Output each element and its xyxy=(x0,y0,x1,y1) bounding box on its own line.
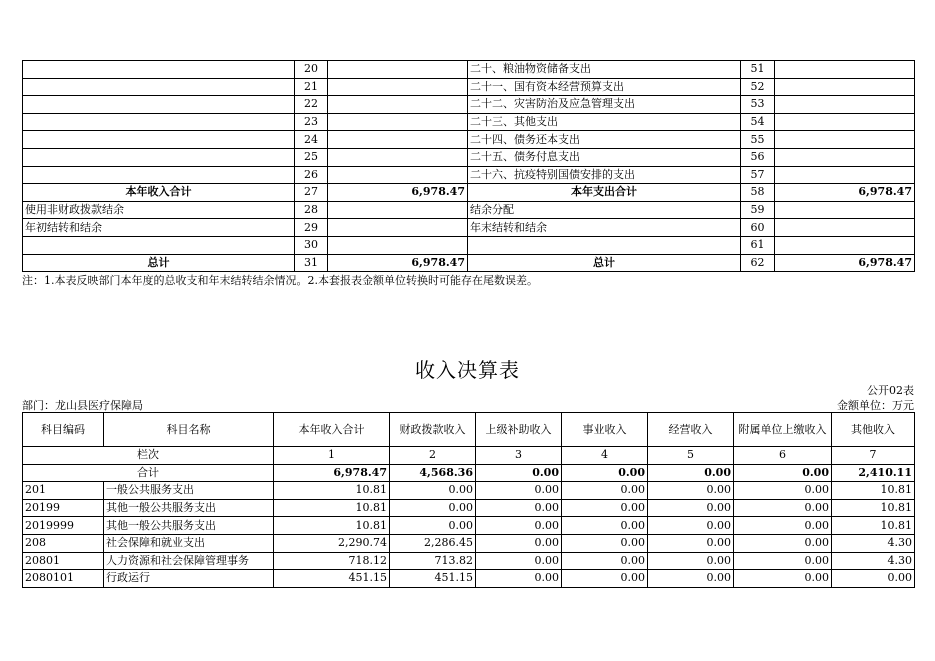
amount-cell: 10.81 xyxy=(274,517,390,535)
header-business-income: 事业收入 xyxy=(562,413,648,447)
left-amount: 6,978.47 xyxy=(328,184,468,202)
amount-cell: 451.15 xyxy=(274,570,390,588)
total-value: 0.00 xyxy=(476,464,562,482)
left-amount xyxy=(328,166,468,184)
right-row-number: 54 xyxy=(741,113,775,131)
amount-cell: 0.00 xyxy=(476,499,562,517)
left-amount xyxy=(328,96,468,114)
right-amount: 6,978.47 xyxy=(775,254,915,272)
left-item-label xyxy=(23,78,295,96)
amount-cell: 0.00 xyxy=(390,517,476,535)
subject-code: 2019999 xyxy=(23,517,104,535)
subject-code: 201 xyxy=(23,482,104,500)
amount-cell: 0.00 xyxy=(734,499,832,517)
summary-row xyxy=(23,131,915,149)
summary-row xyxy=(23,166,915,184)
right-row-number: 58 xyxy=(741,184,775,202)
left-amount xyxy=(328,61,468,79)
amount-cell: 0.00 xyxy=(734,570,832,588)
summary-table-body xyxy=(23,61,915,272)
amount-cell: 0.00 xyxy=(562,552,648,570)
amount-cell: 10.81 xyxy=(832,482,915,500)
income-row xyxy=(23,570,915,588)
income-table-body xyxy=(23,447,915,588)
left-row-number: 22 xyxy=(295,96,328,114)
left-row-number: 21 xyxy=(295,78,328,96)
column-number: 5 xyxy=(648,447,734,465)
subject-code: 20801 xyxy=(23,552,104,570)
right-amount xyxy=(775,236,915,254)
summary-row xyxy=(23,61,915,79)
subject-name: 社会保障和就业支出 xyxy=(104,534,274,552)
summary-row xyxy=(23,78,915,96)
left-item-label xyxy=(23,131,295,149)
left-row-number: 26 xyxy=(295,166,328,184)
right-item-label: 总计 xyxy=(468,254,741,272)
left-row-number: 24 xyxy=(295,131,328,149)
column-number: 7 xyxy=(832,447,915,465)
left-amount: 6,978.47 xyxy=(328,254,468,272)
right-row-number: 59 xyxy=(741,201,775,219)
amount-cell: 0.00 xyxy=(562,499,648,517)
left-row-number: 31 xyxy=(295,254,328,272)
amount-cell: 0.00 xyxy=(476,534,562,552)
right-amount: 6,978.47 xyxy=(775,184,915,202)
column-number-row xyxy=(23,447,915,465)
left-row-number: 28 xyxy=(295,201,328,219)
amount-cell: 0.00 xyxy=(734,552,832,570)
total-value: 6,978.47 xyxy=(274,464,390,482)
left-row-number: 25 xyxy=(295,148,328,166)
amount-cell: 718.12 xyxy=(274,552,390,570)
amount-cell: 0.00 xyxy=(562,517,648,535)
amount-cell: 0.00 xyxy=(648,499,734,517)
summary-row xyxy=(23,96,915,114)
right-amount xyxy=(775,219,915,237)
right-item-label: 二十四、债务还本支出 xyxy=(468,131,741,149)
income-table-header-row xyxy=(23,413,915,447)
right-item-label: 二十六、抗疫特别国债安排的支出 xyxy=(468,166,741,184)
left-row-number: 20 xyxy=(295,61,328,79)
right-row-number: 55 xyxy=(741,131,775,149)
left-item-label xyxy=(23,113,295,131)
left-row-number: 30 xyxy=(295,236,328,254)
amount-cell: 0.00 xyxy=(734,517,832,535)
right-item-label: 结余分配 xyxy=(468,201,741,219)
total-label: 合计 xyxy=(23,464,274,482)
amount-cell: 10.81 xyxy=(832,499,915,517)
right-item-label: 二十一、国有资本经营预算支出 xyxy=(468,78,741,96)
right-item-label: 二十三、其他支出 xyxy=(468,113,741,131)
income-row xyxy=(23,552,915,570)
subject-name: 行政运行 xyxy=(104,570,274,588)
amount-cell: 4.30 xyxy=(832,534,915,552)
left-item-label xyxy=(23,61,295,79)
amount-cell: 0.00 xyxy=(390,482,476,500)
subject-code: 20199 xyxy=(23,499,104,517)
column-number: 4 xyxy=(562,447,648,465)
amount-cell: 0.00 xyxy=(476,482,562,500)
right-amount xyxy=(775,78,915,96)
right-amount xyxy=(775,113,915,131)
header-other-income: 其他收入 xyxy=(832,413,915,447)
column-label: 栏次 xyxy=(23,447,274,465)
amount-cell: 0.00 xyxy=(476,570,562,588)
income-row xyxy=(23,534,915,552)
right-amount xyxy=(775,148,915,166)
amount-cell: 0.00 xyxy=(832,570,915,588)
header-fiscal-income: 财政拨款收入 xyxy=(390,413,476,447)
right-amount xyxy=(775,96,915,114)
amount-cell: 0.00 xyxy=(562,570,648,588)
total-value: 4,568.36 xyxy=(390,464,476,482)
summary-row xyxy=(23,113,915,131)
left-amount xyxy=(328,148,468,166)
amount-cell: 2,290.74 xyxy=(274,534,390,552)
amount-cell: 10.81 xyxy=(274,499,390,517)
header-total-income: 本年收入合计 xyxy=(274,413,390,447)
right-amount xyxy=(775,61,915,79)
column-number: 2 xyxy=(390,447,476,465)
column-number: 1 xyxy=(274,447,390,465)
left-item-label: 本年收入合计 xyxy=(23,184,295,202)
left-row-number: 27 xyxy=(295,184,328,202)
subject-code: 2080101 xyxy=(23,570,104,588)
left-row-number: 23 xyxy=(295,113,328,131)
right-row-number: 60 xyxy=(741,219,775,237)
column-number: 3 xyxy=(476,447,562,465)
amount-cell: 0.00 xyxy=(648,552,734,570)
right-item-label xyxy=(468,236,741,254)
amount-cell: 0.00 xyxy=(734,482,832,500)
left-item-label xyxy=(23,166,295,184)
amount-cell: 451.15 xyxy=(390,570,476,588)
left-item-label: 总计 xyxy=(23,254,295,272)
amount-cell: 0.00 xyxy=(648,534,734,552)
right-row-number: 61 xyxy=(741,236,775,254)
amount-cell: 0.00 xyxy=(562,482,648,500)
summary-row xyxy=(23,201,915,219)
total-value: 2,410.11 xyxy=(832,464,915,482)
right-item-label: 二十五、债务付息支出 xyxy=(468,148,741,166)
amount-cell: 2,286.45 xyxy=(390,534,476,552)
subject-name: 人力资源和社会保障管理事务 xyxy=(104,552,274,570)
header-affiliated-income: 附属单位上缴收入 xyxy=(734,413,832,447)
left-item-label xyxy=(23,96,295,114)
summary-table xyxy=(22,60,915,272)
right-row-number: 56 xyxy=(741,148,775,166)
left-amount xyxy=(328,236,468,254)
summary-row xyxy=(23,254,915,272)
subject-name: 一般公共服务支出 xyxy=(104,482,274,500)
summary-row xyxy=(23,236,915,254)
total-row xyxy=(23,464,915,482)
summary-row xyxy=(23,148,915,166)
summary-row xyxy=(23,184,915,202)
right-item-label: 年末结转和结余 xyxy=(468,219,741,237)
header-operating-income: 经营收入 xyxy=(648,413,734,447)
left-item-label xyxy=(23,236,295,254)
column-number: 6 xyxy=(734,447,832,465)
right-item-label: 本年支出合计 xyxy=(468,184,741,202)
left-item-label: 年初结转和结余 xyxy=(23,219,295,237)
amount-cell: 0.00 xyxy=(734,534,832,552)
left-amount xyxy=(328,201,468,219)
form-number: 公开02表 xyxy=(867,384,914,397)
amount-cell: 0.00 xyxy=(562,534,648,552)
total-value: 0.00 xyxy=(562,464,648,482)
right-row-number: 51 xyxy=(741,61,775,79)
header-superior-subsidy: 上级补助收入 xyxy=(476,413,562,447)
right-row-number: 52 xyxy=(741,78,775,96)
amount-cell: 0.00 xyxy=(390,499,476,517)
right-amount xyxy=(775,166,915,184)
left-item-label: 使用非财政拨款结余 xyxy=(23,201,295,219)
left-row-number: 29 xyxy=(295,219,328,237)
subject-code: 208 xyxy=(23,534,104,552)
subject-name: 其他一般公共服务支出 xyxy=(104,517,274,535)
amount-cell: 0.00 xyxy=(476,552,562,570)
total-value: 0.00 xyxy=(648,464,734,482)
left-amount xyxy=(328,113,468,131)
left-item-label xyxy=(23,148,295,166)
amount-cell: 0.00 xyxy=(476,517,562,535)
right-row-number: 57 xyxy=(741,166,775,184)
left-amount xyxy=(328,219,468,237)
right-item-label: 二十、粮油物资储备支出 xyxy=(468,61,741,79)
amount-cell: 0.00 xyxy=(648,482,734,500)
table-note: 注：1.本表反映部门本年度的总收支和年末结转结余情况。2.本套报表金额单位转换时可能存在尾数误差。 xyxy=(22,274,538,287)
amount-cell: 0.00 xyxy=(648,570,734,588)
right-amount xyxy=(775,131,915,149)
right-amount xyxy=(775,201,915,219)
right-row-number: 62 xyxy=(741,254,775,272)
subject-name: 其他一般公共服务支出 xyxy=(104,499,274,517)
income-row xyxy=(23,517,915,535)
department-label: 部门：龙山县医疗保障局 xyxy=(22,399,143,412)
income-row xyxy=(23,482,915,500)
amount-cell: 10.81 xyxy=(274,482,390,500)
left-amount xyxy=(328,78,468,96)
income-row xyxy=(23,499,915,517)
summary-row xyxy=(23,219,915,237)
left-amount xyxy=(328,131,468,149)
total-value: 0.00 xyxy=(734,464,832,482)
page-title: 收入决算表 xyxy=(415,358,520,382)
amount-cell: 10.81 xyxy=(832,517,915,535)
amount-cell: 4.30 xyxy=(832,552,915,570)
amount-cell: 0.00 xyxy=(648,517,734,535)
header-name: 科目名称 xyxy=(104,413,274,447)
right-row-number: 53 xyxy=(741,96,775,114)
income-table xyxy=(22,412,915,588)
amount-cell: 713.82 xyxy=(390,552,476,570)
right-item-label: 二十二、灾害防治及应急管理支出 xyxy=(468,96,741,114)
unit-label: 金额单位：万元 xyxy=(837,399,914,412)
header-code: 科目编码 xyxy=(23,413,104,447)
